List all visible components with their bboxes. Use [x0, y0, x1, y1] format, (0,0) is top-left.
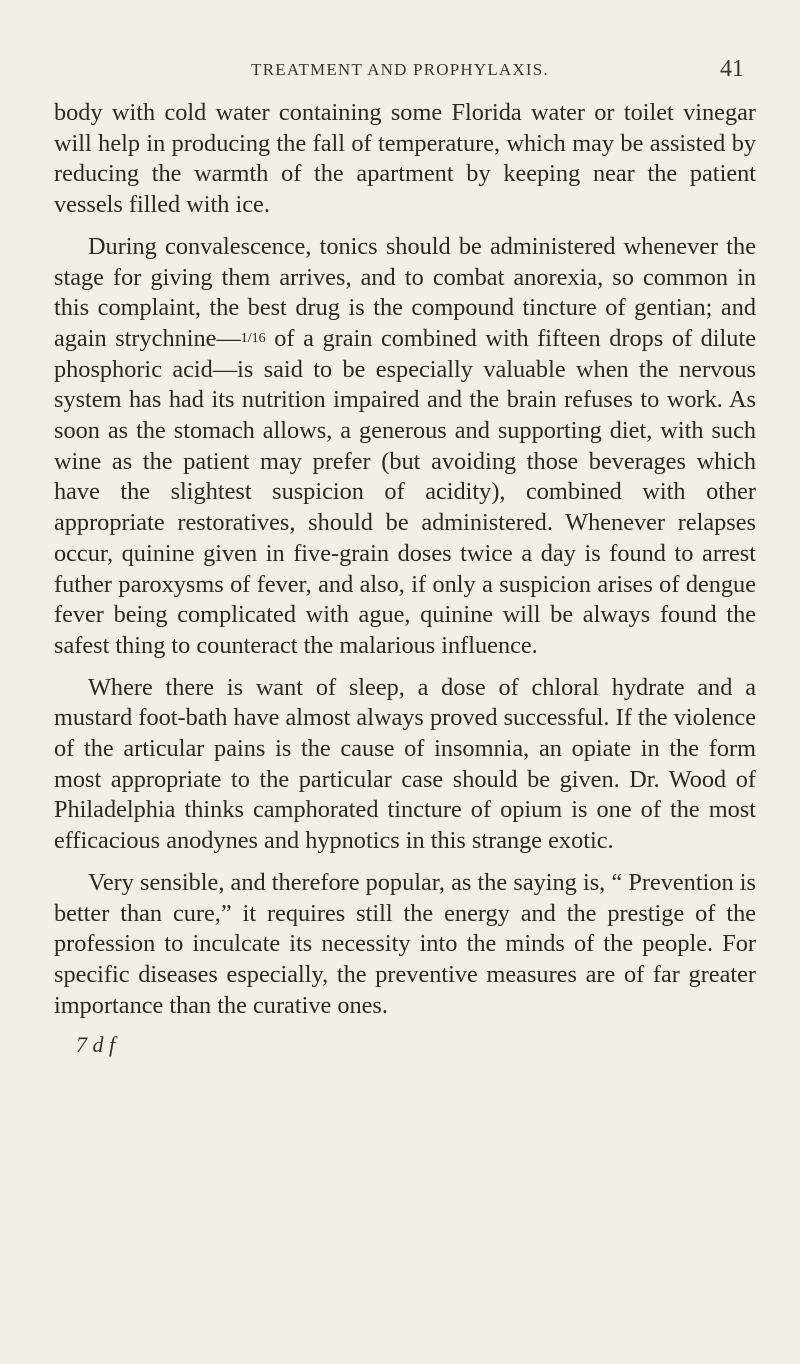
paragraph-2 — [54, 232, 756, 662]
paragraph-2-start: During convalescence, tonics should be administered whenever the stage for giving them arrives, and to combat anorexia, so common in this complaint, the best drug is the compound tincture of gentian; and again strychnine— — [54, 232, 756, 352]
paragraph-2-rest: of a grain combined with fifteen drops of dilute phosphoric acid—is said to be especially valuable when the nervous system has had its nutrition impaired and the brain refuses to work. As soon as the stomach allows, a generous and supporting diet, with such wine as the patient may prefer (but avoiding those beverages which have the slightest suspicion of acidity), combined with other appropriate restoratives, should be administered. Whenever relapses occur, quinine given in five-grain doses twice a day is found to arrest futher paroxysms of fever, and also, if only a suspicion arises of dengue fever being complicated with ague, quinine will be always found the safest thing to counteract the malarious influence. — [54, 324, 756, 659]
paragraph-1: body with cold water containing some Florida water or toilet vinegar will help in producing the fall of temperature, which may be assisted by reducing the warmth of the apartment by keeping near the patient vessels filled with ice. — [54, 99, 756, 219]
signature-mark: 7 d f — [76, 1032, 116, 1058]
fraction: 1/16 — [240, 330, 266, 346]
paragraph-3: Where there is want of sleep, a dose of chloral hydrate and a mustard foot-bath have almost always proved successful. If the violence of the articular pains is the cause of insomnia, an opiate in the form most appropriate to the particular case should be given. Dr. Wood of Philadelphia thinks camphorated tincture of opium is one of the most efficacious anodynes and hypnotics in this strange exotic. — [54, 673, 756, 855]
page-number: 41 — [720, 56, 744, 82]
running-title: TREATMENT AND PROPHYLAXIS. — [251, 60, 549, 79]
running-head — [0, 56, 800, 86]
text-block — [54, 98, 756, 1058]
paragraph-4: Very sensible, and therefore popular, as the saying is, “ Prevention is better than cure,” it requires still the energy and the prestige of the profession to inculcate its necessity into the minds of the people. For specific diseases especially, the preventive measures are of far greater importance than the curative ones. — [54, 868, 756, 1019]
